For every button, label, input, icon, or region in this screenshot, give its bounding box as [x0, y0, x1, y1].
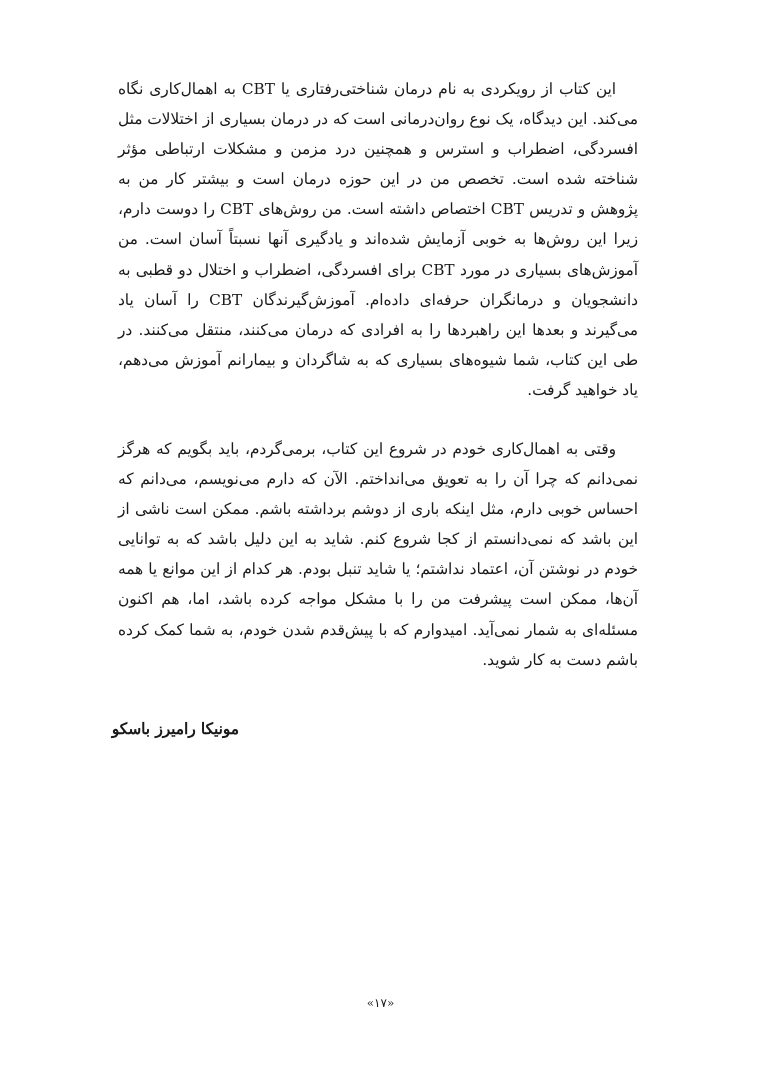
paragraph-1: این کتاب از رویکردی به نام درمان شناختی‌رفتاری یا CBT به اهمال‌کاری نگاه می‌کند. این دیدگاه، یک نوع روان‌درمانی است که در درمان بسیاری از اختلالات مثل افسردگی، اضطراب و استرس و همچنین درد مزمن و مشکلات ارتباطی مؤثر شناخته شده است. تخصص من در این حوزه درمان است و بیشتر کار من به پژوهش و تدریس CBT اختصاص داشته است. من روش‌های CBT را دوست دارم، زیرا این روش‌ها به خوبی آزمایش شده‌اند و یادگیری آنها نسبتاً آسان است. من آموزش‌های بسیاری در مورد CBT برای افسردگی، اضطراب و اختلال دو قطبی به دانشجویان و درمانگران حرفه‌ای داده‌ام. آموزش‌گیرندگان CBT را آسان یاد می‌گیرند و بعدها این راهبردها را به افرادی که درمان می‌کنند، منتقل می‌کنند. در طی این کتاب، شما شیوه‌های بسیاری که به شاگردان و بیمارانم آموزش می‌دهم، یاد خواهید گرفت.: [118, 80, 638, 399]
page-number: «۱۷»: [366, 996, 395, 1010]
body-text-section-1: [118, 74, 638, 405]
author-signature: مونیکا رامیرز باسکو: [111, 720, 239, 738]
paragraph-2: وقتی به اهمال‌کاری خودم در شروع این کتاب، برمی‌گردم، باید بگویم که هرگز نمی‌دانم که چرا آن را به تعویق می‌انداختم. الآن که دارم می‌نویسم، می‌دانم که احساس خوبی دارم، مثل اینکه باری از دوشم برداشته باشم. ممکن است ناشی از این باشد که نمی‌دانستم از کجا شروع کنم. شاید به این دلیل باشد که به توانایی خودم در نوشتن آن، اعتماد نداشتم؛ یا شاید تنبل بودم. هر کدام از این موانع یا همه آن‌ها، ممکن است پیشرفت من را با مشکل مواجه کرده باشد، اما، هم اکنون مسئله‌ای به شمار نمی‌آید. امیدوارم که با پیش‌قدم شدن خودم، به شما کمک کرده باشم دست به کار شوید.: [118, 440, 638, 669]
body-text-section-2: [118, 434, 638, 675]
